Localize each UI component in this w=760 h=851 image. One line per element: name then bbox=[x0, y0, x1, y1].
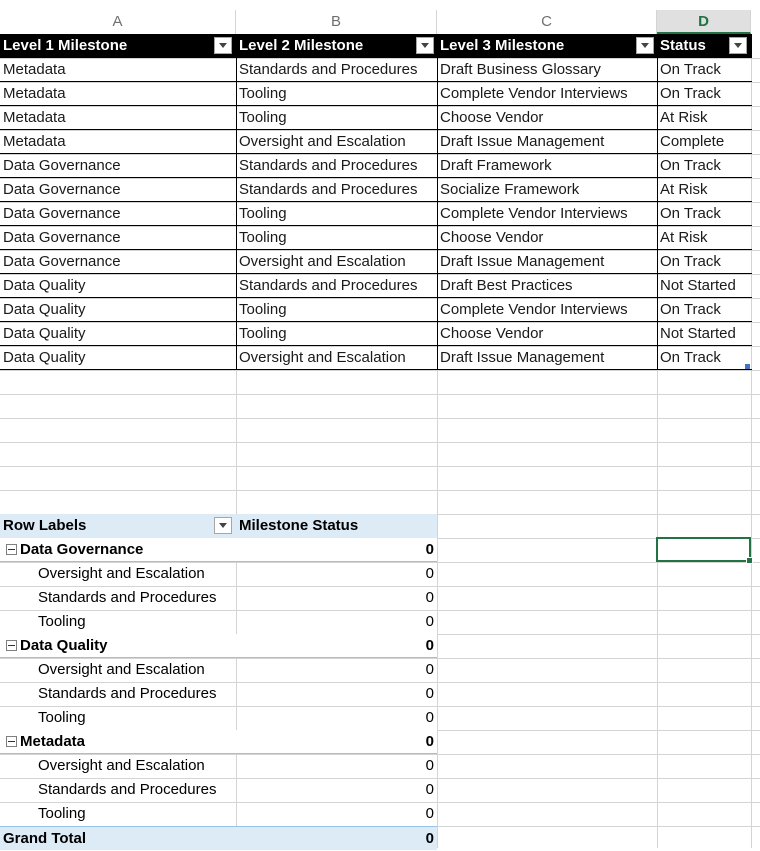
table-cell[interactable]: Data Governance bbox=[3, 157, 121, 174]
table-cell[interactable]: Complete Vendor Interviews bbox=[440, 85, 628, 102]
pivot-row-value: 0 bbox=[425, 830, 434, 847]
table-cell[interactable]: Tooling bbox=[239, 301, 287, 318]
grid-row-line bbox=[0, 466, 760, 467]
pivot-row-value: 0 bbox=[425, 733, 434, 750]
table-cell[interactable]: Draft Issue Management bbox=[440, 133, 605, 150]
table-header-level1 bbox=[0, 34, 236, 58]
table-cell[interactable]: Data Governance bbox=[3, 205, 121, 222]
table-cell[interactable]: Not Started bbox=[660, 277, 736, 294]
table-cell[interactable]: Draft Issue Management bbox=[440, 349, 605, 366]
pivot-item-row[interactable] bbox=[0, 610, 437, 634]
pivot-value-header: Milestone Status bbox=[236, 514, 437, 538]
table-cell[interactable]: Data Governance bbox=[3, 253, 121, 270]
table-cell[interactable]: On Track bbox=[660, 205, 721, 222]
pivot-row-label: Oversight and Escalation bbox=[38, 565, 205, 582]
table-header-status bbox=[657, 34, 752, 58]
table-cell[interactable]: At Risk bbox=[660, 181, 708, 198]
pivot-item-row[interactable] bbox=[0, 658, 437, 682]
pivot-row-value: 0 bbox=[425, 709, 434, 726]
table-cell[interactable]: Tooling bbox=[239, 325, 287, 342]
pivot-row-value: 0 bbox=[425, 685, 434, 702]
collapse-icon[interactable] bbox=[6, 544, 17, 555]
table-cell[interactable]: On Track bbox=[660, 61, 721, 78]
pivot-row-value: 0 bbox=[425, 805, 434, 822]
table-cell[interactable]: Complete Vendor Interviews bbox=[440, 301, 628, 318]
table-cell[interactable]: Data Governance bbox=[3, 229, 121, 246]
table-row-border bbox=[0, 369, 752, 370]
column-header-d[interactable]: D bbox=[657, 10, 751, 34]
pivot-row-value: 0 bbox=[425, 589, 434, 606]
pivot-row-value: 0 bbox=[425, 541, 434, 558]
collapse-icon[interactable] bbox=[6, 640, 17, 651]
table-cell[interactable]: Tooling bbox=[239, 229, 287, 246]
table-cell[interactable]: At Risk bbox=[660, 109, 708, 126]
filter-dropdown-button[interactable] bbox=[636, 37, 654, 54]
grid-row-line bbox=[0, 490, 760, 491]
table-cell[interactable]: Metadata bbox=[3, 61, 66, 78]
grid-row-line bbox=[0, 370, 760, 371]
table-cell[interactable]: Complete Vendor Interviews bbox=[440, 205, 628, 222]
pivot-item-row[interactable] bbox=[0, 706, 437, 730]
table-cell[interactable]: Metadata bbox=[3, 133, 66, 150]
pivot-row-label: Tooling bbox=[38, 709, 86, 726]
table-cell[interactable]: Standards and Procedures bbox=[239, 157, 418, 174]
pivot-row-value: 0 bbox=[425, 757, 434, 774]
table-header-label: Status bbox=[660, 37, 706, 54]
table-resize-handle[interactable] bbox=[745, 364, 750, 369]
pivot-row-value: 0 bbox=[425, 613, 434, 630]
table-cell[interactable]: On Track bbox=[660, 349, 721, 366]
table-cell[interactable]: Data Quality bbox=[3, 325, 86, 342]
table-cell[interactable]: Tooling bbox=[239, 205, 287, 222]
pivot-row-label: Standards and Procedures bbox=[38, 781, 217, 798]
collapse-icon[interactable] bbox=[6, 736, 17, 747]
pivot-item-row[interactable] bbox=[0, 562, 437, 586]
table-cell[interactable]: On Track bbox=[660, 253, 721, 270]
pivot-row-label: Metadata bbox=[20, 733, 86, 750]
table-header-label: Level 2 Milestone bbox=[239, 37, 364, 54]
table-cell[interactable]: Draft Business Glossary bbox=[440, 61, 601, 78]
table-cell[interactable]: Oversight and Escalation bbox=[239, 253, 406, 270]
table-cell[interactable]: Choose Vendor bbox=[440, 229, 544, 246]
pivot-row-label: Tooling bbox=[38, 805, 86, 822]
table-column-border bbox=[437, 58, 438, 370]
table-cell[interactable]: On Track bbox=[660, 157, 721, 174]
pivot-row-label: Standards and Procedures bbox=[38, 685, 217, 702]
table-header-label: Level 3 Milestone bbox=[440, 37, 565, 54]
table-cell[interactable]: Tooling bbox=[239, 85, 287, 102]
row-labels-filter-button[interactable] bbox=[214, 517, 232, 534]
pivot-item-row[interactable] bbox=[0, 754, 437, 778]
table-cell[interactable]: Standards and Procedures bbox=[239, 61, 418, 78]
pivot-row-label: Oversight and Escalation bbox=[38, 757, 205, 774]
table-cell[interactable]: Data Quality bbox=[3, 301, 86, 318]
pivot-item-row[interactable] bbox=[0, 586, 437, 610]
table-cell[interactable]: Standards and Procedures bbox=[239, 277, 418, 294]
pivot-row-value: 0 bbox=[425, 781, 434, 798]
table-cell[interactable]: Standards and Procedures bbox=[239, 181, 418, 198]
grid-row-line bbox=[0, 394, 760, 395]
pivot-item-row[interactable] bbox=[0, 682, 437, 706]
table-cell[interactable]: Draft Framework bbox=[440, 157, 552, 174]
filter-dropdown-button[interactable] bbox=[729, 37, 747, 54]
table-cell[interactable]: Data Quality bbox=[3, 349, 86, 366]
table-cell[interactable]: Choose Vendor bbox=[440, 109, 544, 126]
table-cell[interactable]: Draft Best Practices bbox=[440, 277, 573, 294]
pivot-row-labels-header bbox=[0, 514, 236, 538]
table-cell[interactable]: At Risk bbox=[660, 229, 708, 246]
table-cell[interactable]: Oversight and Escalation bbox=[239, 349, 406, 366]
pivot-group-row[interactable] bbox=[0, 538, 437, 562]
pivot-row-label: Tooling bbox=[38, 613, 86, 630]
pivot-grand-total-row[interactable] bbox=[0, 826, 437, 850]
grid-row-line bbox=[0, 442, 760, 443]
pivot-group-row[interactable] bbox=[0, 730, 437, 754]
pivot-header-label: Row Labels bbox=[3, 517, 87, 534]
table-header-label: Level 1 Milestone bbox=[3, 37, 128, 54]
active-cell[interactable] bbox=[656, 537, 751, 562]
table-cell[interactable]: Metadata bbox=[3, 109, 66, 126]
pivot-row-label: Oversight and Escalation bbox=[38, 661, 205, 678]
pivot-row-label: Standards and Procedures bbox=[38, 589, 217, 606]
table-cell[interactable]: Oversight and Escalation bbox=[239, 133, 406, 150]
filter-dropdown-button[interactable] bbox=[416, 37, 434, 54]
table-cell[interactable]: Data Governance bbox=[3, 181, 121, 198]
table-cell[interactable]: Complete bbox=[660, 133, 725, 150]
grid-row-line bbox=[0, 418, 760, 419]
pivot-row-label: Data Quality bbox=[20, 637, 108, 654]
table-column-border bbox=[657, 58, 658, 370]
column-header-strip bbox=[0, 0, 760, 34]
table-cell[interactable]: Tooling bbox=[239, 109, 287, 126]
table-cell[interactable]: Draft Issue Management bbox=[440, 253, 605, 270]
table-header-level2 bbox=[236, 34, 437, 58]
pivot-item-row[interactable] bbox=[0, 778, 437, 802]
column-header-a[interactable]: A bbox=[0, 10, 236, 34]
table-cell[interactable]: Metadata bbox=[3, 85, 66, 102]
table-column-border bbox=[236, 58, 237, 370]
pivot-item-row[interactable] bbox=[0, 802, 437, 826]
pivot-row-value: 0 bbox=[425, 661, 434, 678]
column-header-b[interactable]: B bbox=[236, 10, 437, 34]
table-cell[interactable]: Not Started bbox=[660, 325, 736, 342]
pivot-row-value: 0 bbox=[425, 565, 434, 582]
column-header-c[interactable]: C bbox=[437, 10, 657, 34]
table-cell[interactable]: Choose Vendor bbox=[440, 325, 544, 342]
filter-dropdown-button[interactable] bbox=[214, 37, 232, 54]
table-header-level3 bbox=[437, 34, 657, 58]
table-cell[interactable]: On Track bbox=[660, 85, 721, 102]
pivot-row-value: 0 bbox=[425, 637, 434, 654]
pivot-row-label: Data Governance bbox=[20, 541, 144, 558]
pivot-row-label: Grand Total bbox=[3, 830, 87, 847]
table-cell[interactable]: On Track bbox=[660, 301, 721, 318]
pivot-group-row[interactable] bbox=[0, 634, 437, 658]
table-cell[interactable]: Data Quality bbox=[3, 277, 86, 294]
table-cell[interactable]: Socialize Framework bbox=[440, 181, 580, 198]
